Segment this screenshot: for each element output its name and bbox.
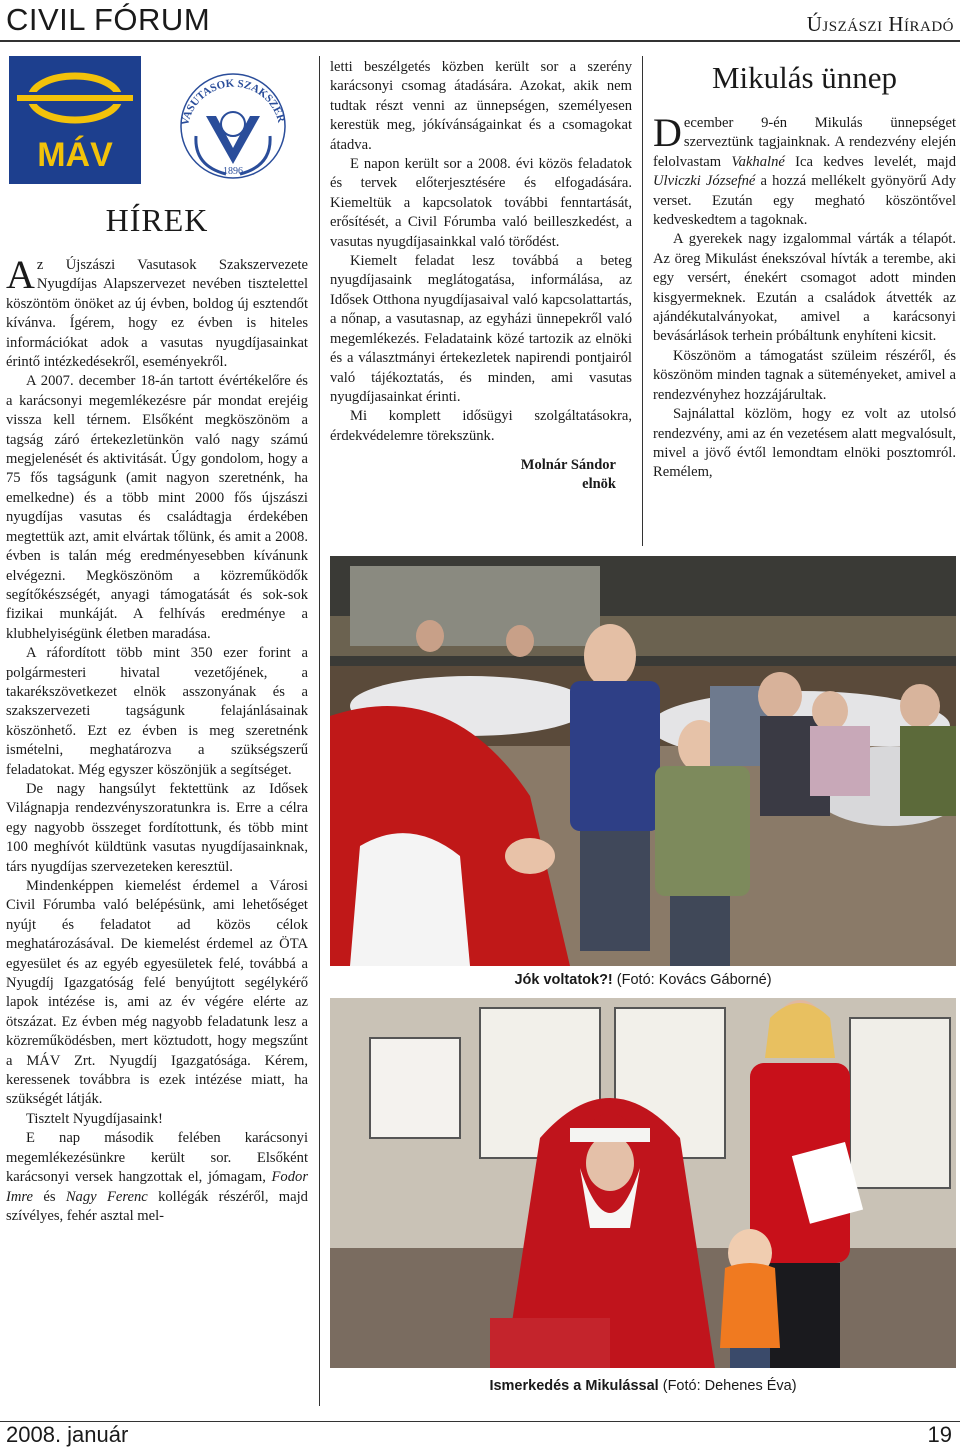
publication-name: Újszászi Híradó	[806, 12, 954, 36]
drop-cap: D	[653, 110, 682, 155]
hirek-article-continued	[330, 58, 632, 494]
paragraph: Sajnálattal közlöm, hogy ez volt az utolsó rendezvény, ami az én vezetésem alatt megvalósult, mivel a jövő évtől lemondtam elnöki posztomról. Remélem,	[653, 406, 956, 481]
paragraph: De nagy hangsúlyt fektettünk az Idősek Világnapja rendezvényszoratunkra is. Erre a célra egy nagyobb összeget fordítottunk, és több mint 100 meghívót küldtünk vasutas nyugdíjasainknak, társ nyugdíjas szervezeteken keresztül.	[6, 780, 308, 875]
section-title-hirek: HÍREK	[105, 202, 209, 238]
photo-children-with-santa	[330, 556, 956, 966]
hirek-article	[6, 252, 308, 1226]
paragraph: Köszönöm a támogatást szüleim részéről, és köszönöm minden tagnak a süteményeket, amivel a rendezvényhez hozzájárultak.	[653, 347, 956, 403]
footer-rule	[0, 1421, 960, 1422]
union-year: 1896	[223, 166, 243, 177]
page-number: 19	[927, 1422, 952, 1447]
paragraph: letti beszélgetés közben került sor a szerény karácsonyi csomag átadására. Azokat, akik nem tudtak részt venni az ünnepségen, személyesen kerestük meg, jókívánságainkat és a csomagokat átadva.	[330, 59, 632, 153]
paragraph: E napon került sor a 2008. évi közös feladatok és tervek előterjesztésére és elfogadására. Kiemeltük a kapcsolatok további fenntartását, erősítését, a Civil Fórumba való beilleszkedést, a vasutas nyugdíjasainkkal való törődést.	[330, 156, 632, 250]
union-logo-graphic	[166, 56, 301, 184]
paragraph: Tisztelt Nyugdíjasaink!	[26, 1110, 163, 1127]
photo-caption: Jók voltatok?! (Fotó: Kovács Gáborné)	[514, 972, 772, 988]
photo-santa-meeting	[330, 998, 956, 1368]
person-name: Vakhalné	[731, 153, 785, 170]
paragraph: E nap második felében karácsonyi megemlékezésünkre került sor. Elsőként karácsonyi versek hangzottak el, jómagam, Fodor Imre és Nagy Ferenc kollégák részéről, majd szívélyes, fehér asztal mel-	[6, 1130, 308, 1224]
paragraph: Mindenképpen kiemelést érdemel a Városi Civil Fórumba való belépésünk, ami lehetőséget nyújt és feladatot ad közös célok meghatározásával. De kiemelést érdemel az ÖTA egyesület és az egyéb egyesületek felé, továbbá a Nyugdíj Igazgatóság felé benyújtott segélykérő lapok intézése is, ami az év végére elérte az ötszázat. Ez évben még nagyobb feladatunk lesz a közreműködésben, mert köztudott, hogy megszűnt a MÁV Zrt. Nyugdíj Igazgatósága. Kérem, keressenek továbbra is ezek intézése miatt, ha szükségét látják.	[6, 878, 308, 1108]
union-ring-text: VASUTASOK SZAKSZER	[179, 77, 288, 127]
signature	[330, 456, 616, 494]
paragraph: A ráfordított több mint 350 ezer forint a polgármesteri hivatal vezetőjének, a takarékszövetkezet elnök asszonyának és a szakszervezeti tagságunk felajánlásainak köszönhető. Ezt ez évben is meg szeretnénk ismételni, meghatározva a szükségszerű feladatokat. Még egyszer köszönjük a segítséget.	[6, 645, 308, 778]
issue-date: 2008. január	[6, 1422, 129, 1447]
paragraph: A 2007. december 18-án tartott évértékelőre és a karácsonyi megemlékezésre pár mondat erejéig vissza kell térnem. Elsőként megköszönöm a tagság záró értekezletünkön való nagy számú megjelenését és aktivitását. Úgy gondolom, hogy a 75 fős tagságunk (amit nagyon szeretnénk, ha emelkedne) és a több mint 2000 fős újszászi nyugdíjas vasutas és családtagja érdekében megtettük azt, amit elvártak tőlünk, és amit a 2008. évben is talán még eredményesebben kívánunk elvégezni. Megköszönöm a közreműködők segítőkészségét, anyagi támogatását és sok-sok fizikai munkáját. A felhívás eredménye a klubhelyiségünk életben maradása.	[6, 373, 308, 642]
paragraph: Kiemelt feladat lesz továbbá a beteg nyugdíjasaink meglátogatása, informálása, az Idősek Otthona nyugdíjasaival való kapcsolattartás, a nőnap, a vasutasnap, az egyházi ünnepekről való megemlékezés. Feladataink közé tartozik az elnöki és a választmányi értekezletek napirendi pontjairól való tájékoztatás, és minden, ami vasutas nyugdíjasainkat érinti.	[330, 253, 632, 405]
person-name: Fodor Imre	[6, 1169, 308, 1205]
mav-logo-text: MÁV	[37, 136, 113, 174]
photo-children-graphic	[330, 556, 956, 966]
drop-cap: A	[6, 252, 35, 297]
paragraph: A gyerekek nagy izgalommal várták a télapót. Az öreg Mikulást énekszóval hívták a terembe, aki egy versért, énekért csomagot adott minden kisgyermeknek. Ezután a családok átvették az ajándékutalványokat, amivel a karácsonyi bevásárlások terhein próbáltunk enyhíteni kicsit.	[653, 231, 956, 345]
signature-name: Molnár Sándor	[520, 457, 616, 474]
column-divider	[319, 56, 320, 1406]
signature-role: elnök	[582, 476, 616, 493]
mav-logo-graphic	[9, 56, 141, 184]
paragraph: December 9-én Mikulás ünnepséget szerveztünk tagjainknak. A rendezvény elején felolvastam Vakhalné Ica kedves levelét, majd Ulviczki Józsefné a hozzá mellékelt gyönyörű Ady verset. Ezután egy megható köszöntővel kedveskedtem a tagoknak.	[653, 110, 957, 229]
article-title-mikulas: Mikulás ünnep	[711, 60, 898, 95]
paragraph: Az Újszászi Vasutasok Szakszervezete Nyugdíjas Alapszervezet nevében tisztelettel köszöntöm önöket az új évben, boldog új esztendőt kívánva. Ígérem, hogy ez évben is hiteles információkat adok a vasutas nyugdíjasainkat érintő intézkedésekről, eseményekről.	[6, 252, 308, 371]
photo-caption: Ismerkedés a Mikulással (Fotó: Dehenes Éva)	[489, 1378, 797, 1394]
union-logo	[166, 56, 301, 184]
photo-santa-graphic	[330, 998, 956, 1368]
mav-logo	[9, 56, 141, 184]
person-name: Ulviczki Józsefné	[653, 173, 756, 190]
mikulas-article	[653, 110, 957, 483]
column-divider	[642, 56, 643, 546]
magazine-section-title: CIVIL FÓRUM	[6, 2, 211, 37]
header-rule	[0, 40, 960, 42]
person-name: Nagy Ferenc	[65, 1188, 148, 1205]
paragraph: Mi komplett idősügyi szolgáltatásokra, érdekvédelemre törekszünk.	[330, 408, 632, 444]
